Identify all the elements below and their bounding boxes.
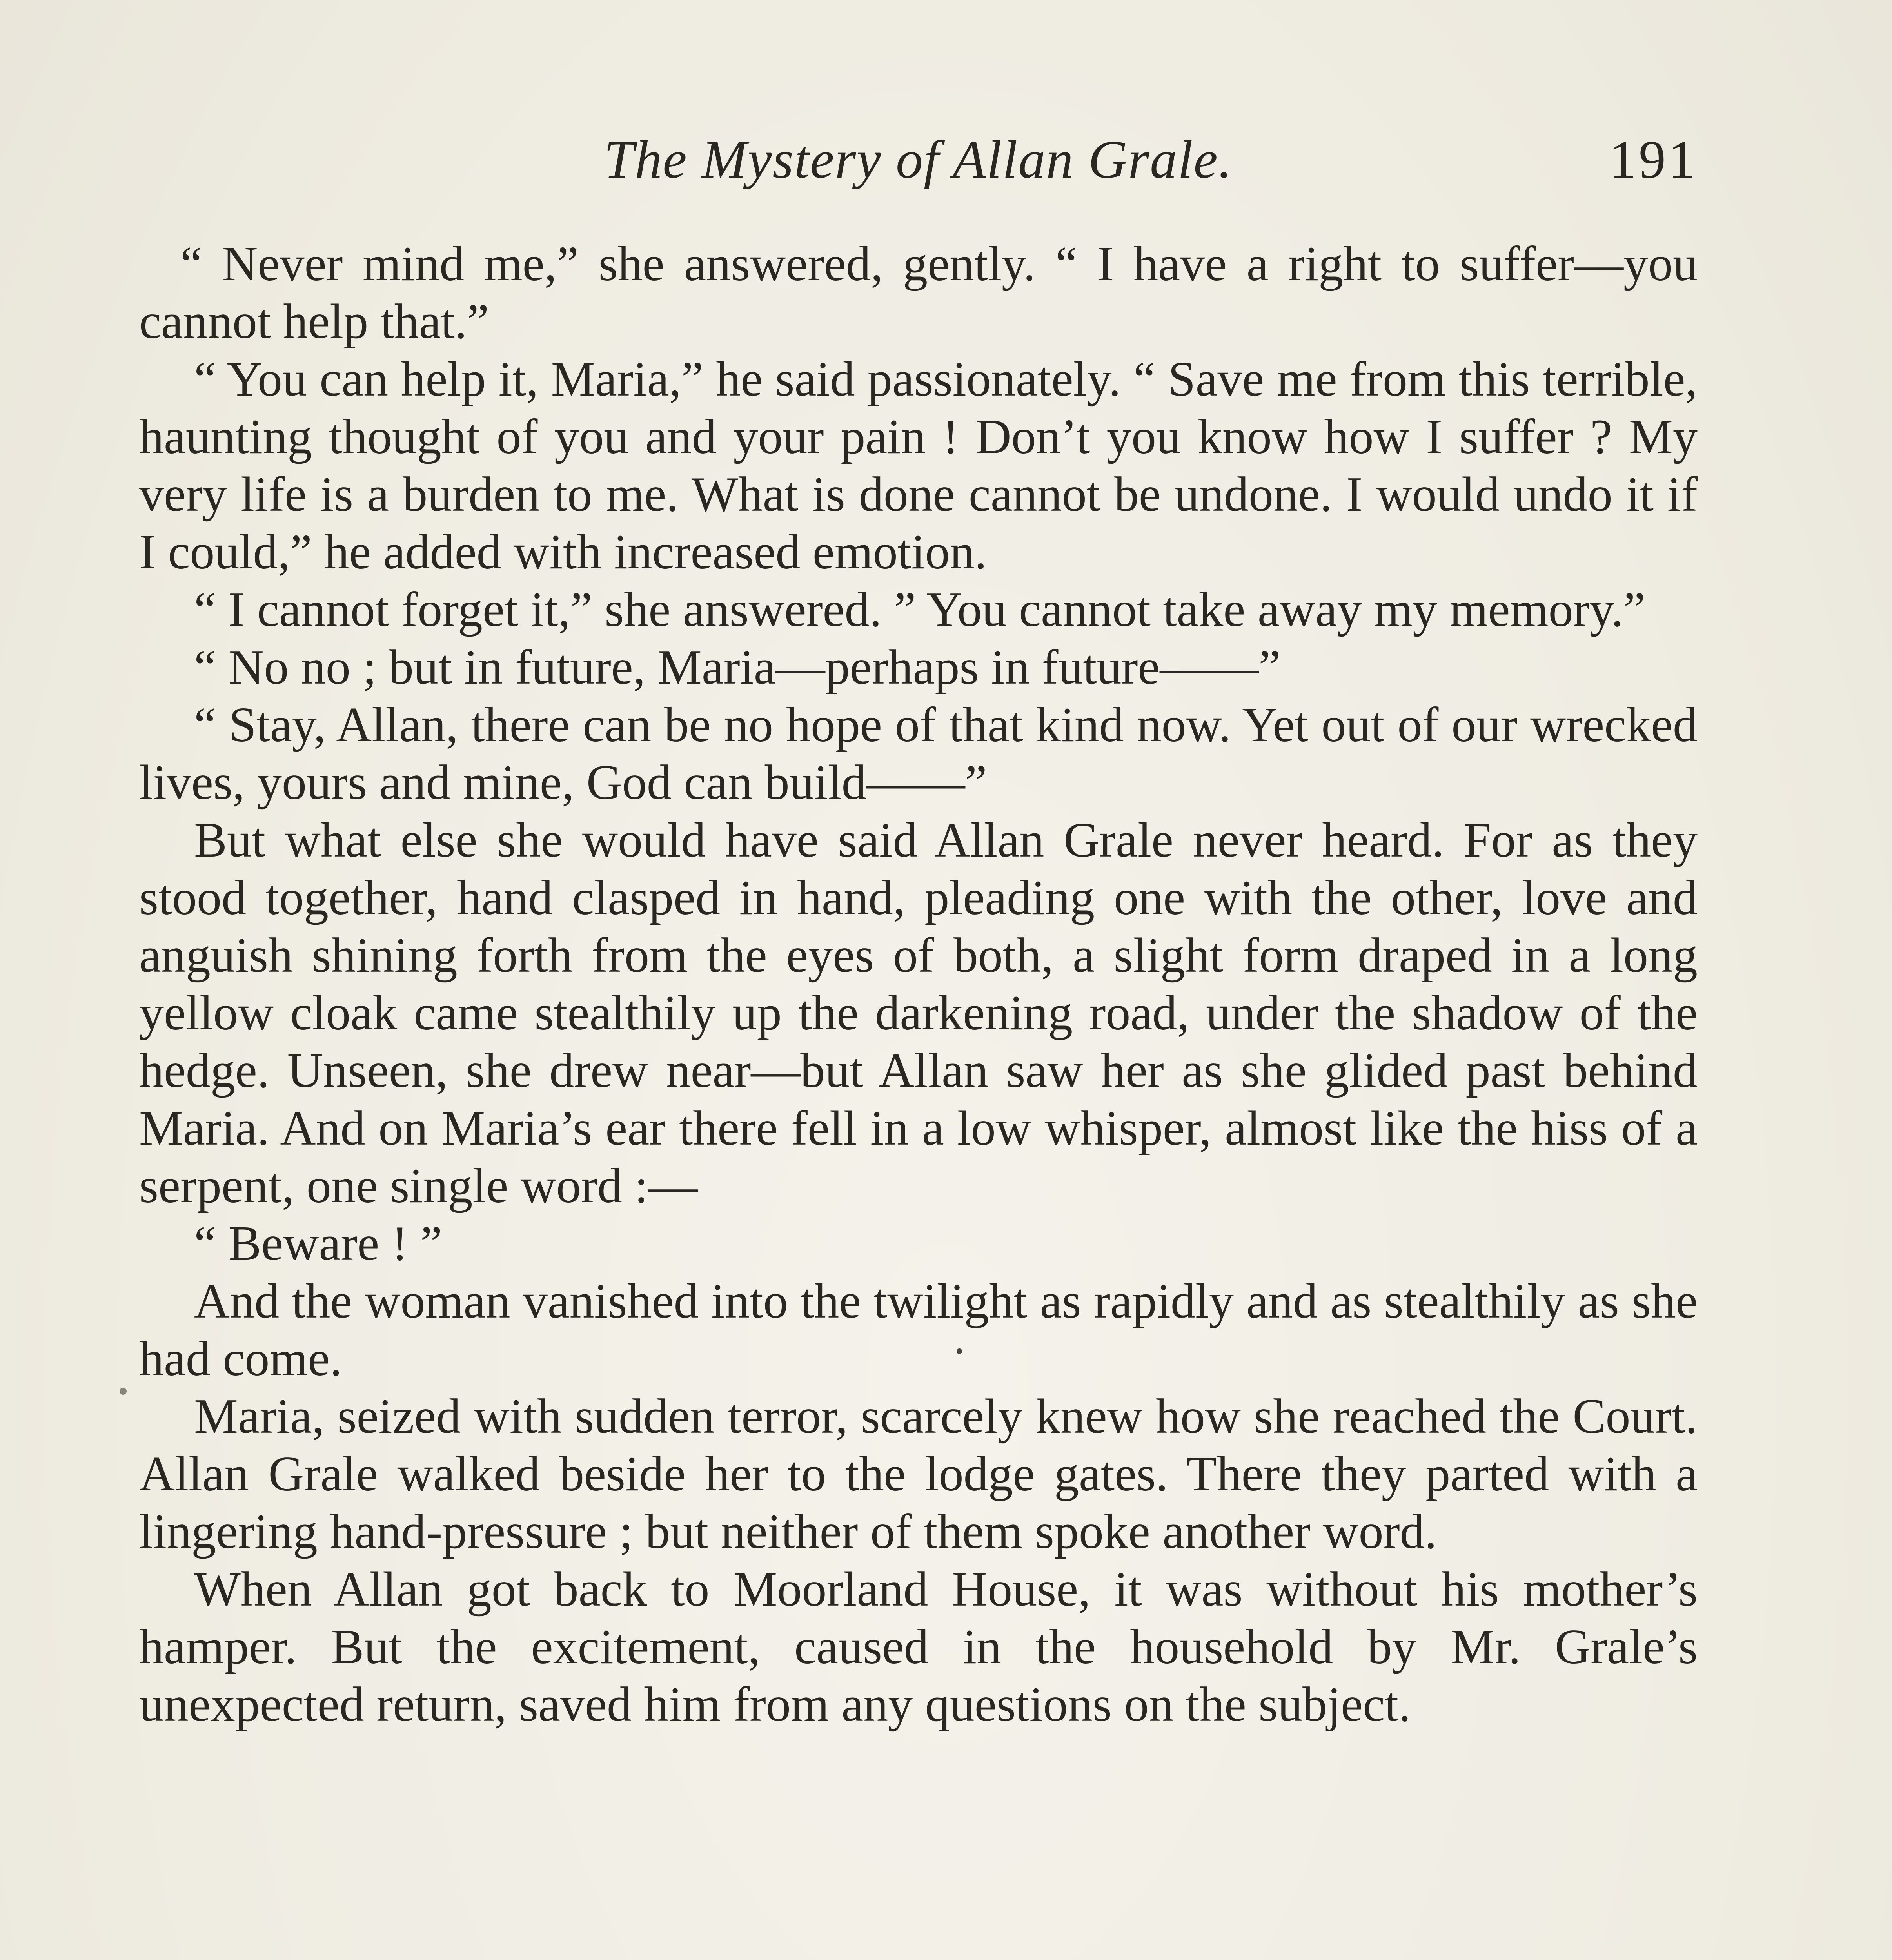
paragraph-10: When Allan got back to Moorland House, it was without his mother’s hamper. But the excitement, caused in the household by Mr. Grale’s unexpected return, saved him from any questions on the subject. — [139, 1562, 1698, 1732]
paragraph-1: “ Never mind me,” she answered, gently. “ I have a right to suffer—you cannot help that.” — [139, 237, 1698, 349]
page-number: 191 — [1609, 129, 1698, 189]
paragraph-7: “ Beware ! ” — [194, 1216, 443, 1271]
paragraph-3: “ I cannot forget it,” she answered. ” You cannot take away my memory.” — [194, 583, 1645, 637]
paragraph-9: Maria, seized with sudden terror, scarcely knew how she reached the Court. Allan Grale walked beside her to the lodge gates. There they parted with a lingering hand-pressure ; but neither of them spoke another word. — [139, 1389, 1698, 1559]
paragraph-6: But what else she would have said Allan Grale never heard. For as they stood together, hand clasped in hand, pleading one with the other, love and anguish shining forth from the eyes of both, a slight form draped in a long yellow cloak came stealthily up the darkening road, under the shadow of the hedge. Unseen, she drew near—but Allan saw her as she glided past behind Maria. And on Maria’s ear there fell in a low whisper, almost like the hiss of a serpent, one single word :— — [139, 813, 1698, 1213]
story-text — [139, 235, 1698, 1733]
paragraph-5: “ Stay, Allan, there can be no hope of that kind now. Yet out of our wrecked lives, yours and mine, God can build——” — [139, 698, 1698, 810]
running-title: The Mystery of Allan Grale. — [604, 129, 1233, 189]
ink-speck — [120, 1388, 127, 1395]
page-header — [139, 126, 1698, 193]
paragraph-2: “ You can help it, Maria,” he said passionately. “ Save me from this terrible, haunting thought of you and your pain ! Don’t you know how I suffer ? My very life is a burden to me. What is done cannot be undone. I would undo it if I could,” he added with increased emotion. — [139, 352, 1698, 579]
ink-speck — [957, 1348, 962, 1354]
paragraph-8: And the woman vanished into the twilight as rapidly and as stealthily as she had come. — [139, 1274, 1698, 1386]
paragraph-4: “ No no ; but in future, Maria—perhaps in future——” — [194, 640, 1281, 695]
